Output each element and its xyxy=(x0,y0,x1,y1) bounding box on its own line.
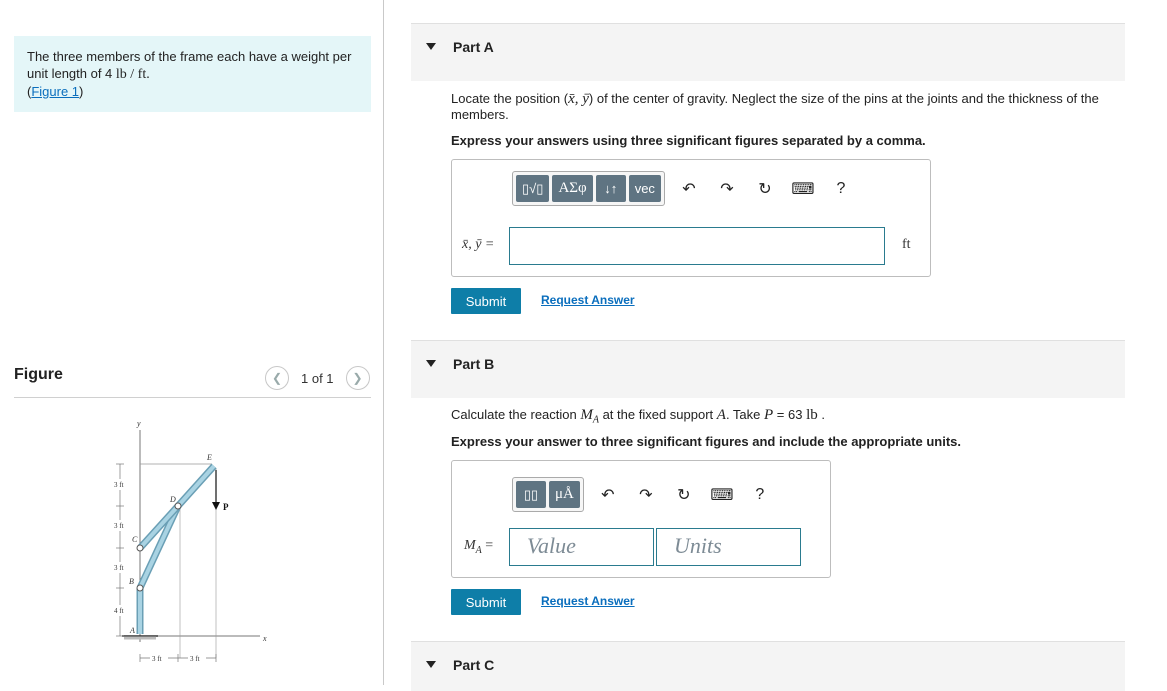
label-y: y xyxy=(137,419,141,428)
problem-line-2: unit length of 4 lb / ft. xyxy=(27,66,150,82)
templates-button[interactable]: ▯√▯ xyxy=(516,175,549,202)
label-E: E xyxy=(207,453,212,462)
part-a-submit-button[interactable]: Submit xyxy=(451,288,521,314)
part-a-instruction: Express your answers using three significant figures separated by a comma. xyxy=(451,133,926,148)
greek-button[interactable]: ΑΣφ xyxy=(552,175,592,202)
figure-pager xyxy=(265,366,370,390)
dim-3ft-mid: 3 ft xyxy=(114,522,124,530)
part-b-header[interactable] xyxy=(411,340,1125,398)
label-B: B xyxy=(129,577,134,586)
part-b-input-label: $M_A$ = xyxy=(464,538,494,556)
pager-text: 1 of 1 xyxy=(301,370,334,386)
undo-icon[interactable]: ↶ xyxy=(682,180,696,198)
caret-down-icon xyxy=(426,360,436,367)
problem-line-1: The three members of the frame each have a weight per xyxy=(27,49,352,64)
part-b-answer-box xyxy=(451,460,831,578)
dim-4ft: 4 ft xyxy=(114,607,124,615)
dim-3ft-top: 3 ft xyxy=(114,481,124,489)
part-b-request-answer-link[interactable]: Request Answer xyxy=(541,594,635,608)
keyboard-icon[interactable]: ⌨ xyxy=(791,180,815,198)
label-x: x xyxy=(263,634,267,643)
units-input[interactable]: Units xyxy=(656,528,801,566)
part-b-toolbar xyxy=(512,477,774,512)
part-b-toolbar-group xyxy=(512,477,584,512)
part-a-prompt-vars: x̄, ȳ xyxy=(568,91,589,107)
reset-icon[interactable]: ↻ xyxy=(758,180,772,198)
part-a-answer-box xyxy=(451,159,931,277)
arrows-button[interactable]: ↓↑ xyxy=(596,175,626,202)
figure-link[interactable]: Figure 1 xyxy=(31,84,80,99)
caret-down-icon xyxy=(426,43,436,50)
part-a-prompt: Locate the position (x̄, ȳ) of the center of gravity. Neglect the size of the pins at the joints and the thickness of the members. xyxy=(451,91,1099,122)
help-icon[interactable]: ? xyxy=(755,485,765,503)
part-b-submit-button[interactable]: Submit xyxy=(451,589,521,615)
part-a-unit: ft xyxy=(902,237,911,252)
figure-divider xyxy=(14,397,371,398)
figure-header xyxy=(14,364,371,396)
part-c-header[interactable] xyxy=(411,641,1125,691)
value-input[interactable]: Value xyxy=(509,528,654,566)
label-D: D xyxy=(170,495,176,504)
problem-statement xyxy=(14,36,371,112)
figure-title: Figure xyxy=(14,366,63,383)
part-a-label: Part A xyxy=(453,39,494,55)
redo-icon[interactable]: ↷ xyxy=(639,486,653,504)
chevron-right-icon[interactable]: ❯ xyxy=(346,366,370,390)
dim-bottom-1: 3 ft xyxy=(152,655,162,663)
parts-panel xyxy=(411,0,1125,685)
caret-down-icon xyxy=(426,661,436,668)
units-button[interactable]: μÅ xyxy=(549,481,580,508)
undo-icon[interactable]: ↶ xyxy=(601,486,615,504)
redo-icon[interactable]: ↷ xyxy=(720,180,734,198)
weight-unit: lb / ft. xyxy=(115,67,150,82)
part-c-label: Part C xyxy=(453,657,495,673)
templates-button[interactable]: ▯▯ xyxy=(516,481,546,508)
part-a-toolbar-group xyxy=(512,171,665,206)
problem-panel xyxy=(0,0,384,685)
label-A: A xyxy=(130,626,135,635)
chevron-left-icon[interactable]: ❮ xyxy=(265,366,289,390)
help-icon[interactable]: ? xyxy=(836,179,846,197)
dim-3ft-low: 3 ft xyxy=(114,564,124,572)
figure-link-line: (Figure 1) xyxy=(27,84,84,99)
frame-figure xyxy=(100,412,280,670)
reset-icon[interactable]: ↻ xyxy=(677,486,691,504)
vec-button[interactable]: vec xyxy=(629,175,661,202)
part-b-label: Part B xyxy=(453,356,495,372)
part-a-answer-input[interactable] xyxy=(509,227,885,265)
part-a-request-answer-link[interactable]: Request Answer xyxy=(541,293,635,307)
label-P: P xyxy=(223,502,229,512)
part-a-toolbar xyxy=(512,171,855,206)
part-b-prompt: Calculate the reaction $M_A$ at the fixed support A. Take P = 63 lb . xyxy=(451,407,825,426)
keyboard-icon[interactable]: ⌨ xyxy=(710,486,734,504)
label-C: C xyxy=(132,535,138,544)
dim-bottom-2: 3 ft xyxy=(190,655,200,663)
part-b-instruction: Express your answer to three significant figures and include the appropriate units. xyxy=(451,434,961,449)
panel-divider xyxy=(383,0,384,685)
part-a-header[interactable] xyxy=(411,23,1125,81)
part-a-input-label: x̄, ȳ = xyxy=(462,237,495,252)
